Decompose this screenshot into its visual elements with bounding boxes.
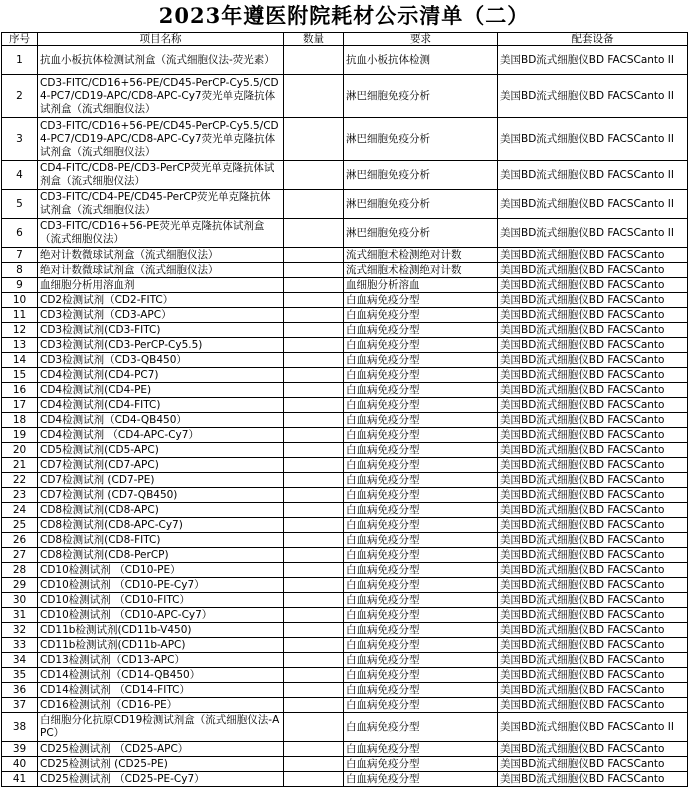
cell-quantity bbox=[284, 161, 344, 190]
cell-quantity bbox=[284, 623, 344, 638]
cell-equipment: 美国BD流式细胞仪BD FACSCanto bbox=[498, 533, 688, 548]
table-row bbox=[2, 293, 688, 308]
cell-quantity bbox=[284, 353, 344, 368]
cell-quantity bbox=[284, 46, 344, 75]
cell-equipment: 美国BD流式细胞仪BD FACSCanto bbox=[498, 248, 688, 263]
cell-equipment: 美国BD流式细胞仪BD FACSCanto bbox=[498, 623, 688, 638]
table-row bbox=[2, 190, 688, 219]
cell-requirement: 血细胞分析溶血 bbox=[344, 278, 498, 293]
cell-index: 35 bbox=[2, 668, 38, 683]
cell-quantity bbox=[284, 413, 344, 428]
cell-quantity bbox=[284, 473, 344, 488]
cell-equipment: 美国BD流式细胞仪BD FACSCanto bbox=[498, 698, 688, 713]
table-row bbox=[2, 503, 688, 518]
cell-quantity bbox=[284, 278, 344, 293]
cell-requirement: 白血病免疫分型 bbox=[344, 518, 498, 533]
cell-item-name: CD4检测试剂（CD4-QB450） bbox=[38, 413, 284, 428]
cell-index: 5 bbox=[2, 190, 38, 219]
cell-index: 16 bbox=[2, 383, 38, 398]
cell-index: 41 bbox=[2, 772, 38, 787]
cell-item-name: CD7检测试剂 (CD7-PE) bbox=[38, 473, 284, 488]
cell-requirement: 白血病免疫分型 bbox=[344, 772, 498, 787]
table-body bbox=[2, 46, 688, 787]
cell-index: 18 bbox=[2, 413, 38, 428]
cell-requirement: 白血病免疫分型 bbox=[344, 698, 498, 713]
cell-requirement: 淋巴细胞免疫分析 bbox=[344, 118, 498, 161]
table-row bbox=[2, 263, 688, 278]
cell-requirement: 白血病免疫分型 bbox=[344, 443, 498, 458]
cell-quantity bbox=[284, 533, 344, 548]
cell-index: 12 bbox=[2, 323, 38, 338]
cell-equipment: 美国BD流式细胞仪BD FACSCanto II bbox=[498, 46, 688, 75]
table-row bbox=[2, 593, 688, 608]
cell-item-name: CD10检测试剂 （CD10-APC-Cy7） bbox=[38, 608, 284, 623]
cell-equipment: 美国BD流式细胞仪BD FACSCanto II bbox=[498, 118, 688, 161]
table-row bbox=[2, 713, 688, 742]
cell-equipment: 美国BD流式细胞仪BD FACSCanto II bbox=[498, 713, 688, 742]
table-row bbox=[2, 308, 688, 323]
cell-index: 26 bbox=[2, 533, 38, 548]
cell-index: 24 bbox=[2, 503, 38, 518]
table-row bbox=[2, 338, 688, 353]
cell-index: 7 bbox=[2, 248, 38, 263]
table-row bbox=[2, 219, 688, 248]
cell-requirement: 白血病免疫分型 bbox=[344, 293, 498, 308]
cell-item-name: CD4检测试剂(CD4-FITC) bbox=[38, 398, 284, 413]
cell-equipment: 美国BD流式细胞仪BD FACSCanto II bbox=[498, 161, 688, 190]
cell-requirement: 白血病免疫分型 bbox=[344, 398, 498, 413]
cell-equipment: 美国BD流式细胞仪BD FACSCanto bbox=[498, 428, 688, 443]
cell-index: 20 bbox=[2, 443, 38, 458]
cell-requirement: 白血病免疫分型 bbox=[344, 308, 498, 323]
cell-equipment: 美国BD流式细胞仪BD FACSCanto bbox=[498, 757, 688, 772]
cell-item-name: CD8检测试剂(CD8-APC) bbox=[38, 503, 284, 518]
cell-equipment: 美国BD流式细胞仪BD FACSCanto bbox=[498, 398, 688, 413]
cell-index: 8 bbox=[2, 263, 38, 278]
cell-index: 9 bbox=[2, 278, 38, 293]
cell-index: 4 bbox=[2, 161, 38, 190]
table-row bbox=[2, 563, 688, 578]
cell-quantity bbox=[284, 503, 344, 518]
cell-quantity bbox=[284, 219, 344, 248]
table-row bbox=[2, 608, 688, 623]
cell-equipment: 美国BD流式细胞仪BD FACSCanto bbox=[498, 683, 688, 698]
cell-item-name: CD10检测试剂 （CD10-PE-Cy7） bbox=[38, 578, 284, 593]
table-row bbox=[2, 668, 688, 683]
cell-quantity bbox=[284, 443, 344, 458]
cell-item-name: CD10检测试剂 （CD10-PE） bbox=[38, 563, 284, 578]
table-row bbox=[2, 398, 688, 413]
cell-quantity bbox=[284, 563, 344, 578]
page-title: 2023年遵医附院耗材公示清单（二） bbox=[158, 3, 530, 28]
cell-quantity bbox=[284, 368, 344, 383]
cell-requirement: 白血病免疫分型 bbox=[344, 653, 498, 668]
cell-requirement: 流式细胞术检测绝对计数 bbox=[344, 248, 498, 263]
cell-requirement: 白血病免疫分型 bbox=[344, 638, 498, 653]
cell-item-name: CD3检测试剂(CD3-FITC) bbox=[38, 323, 284, 338]
cell-item-name: 白细胞分化抗原CD19检测试剂盒（流式细胞仪法-APC） bbox=[38, 713, 284, 742]
cell-item-name: CD4-FITC/CD8-PE/CD3-PerCP荧光单克隆抗体试剂盒（流式细胞仪法） bbox=[38, 161, 284, 190]
cell-requirement: 白血病免疫分型 bbox=[344, 668, 498, 683]
cell-item-name: CD5检测试剂(CD5-APC) bbox=[38, 443, 284, 458]
cell-quantity bbox=[284, 638, 344, 653]
cell-requirement: 白血病免疫分型 bbox=[344, 458, 498, 473]
table-row bbox=[2, 46, 688, 75]
cell-requirement: 白血病免疫分型 bbox=[344, 488, 498, 503]
cell-equipment: 美国BD流式细胞仪BD FACSCanto bbox=[498, 518, 688, 533]
document-sheet bbox=[1, 0, 687, 787]
cell-index: 31 bbox=[2, 608, 38, 623]
cell-item-name: 血细胞分析用溶血剂 bbox=[38, 278, 284, 293]
cell-item-name: CD4检测试剂(CD4-PC7) bbox=[38, 368, 284, 383]
cell-requirement: 白血病免疫分型 bbox=[344, 593, 498, 608]
cell-requirement: 流式细胞术检测绝对计数 bbox=[344, 263, 498, 278]
cell-requirement: 白血病免疫分型 bbox=[344, 563, 498, 578]
cell-item-name: CD11b检测试剂(CD11b-V450) bbox=[38, 623, 284, 638]
cell-item-name: CD14检测试剂（CD14-QB450） bbox=[38, 668, 284, 683]
cell-item-name: 绝对计数微球试剂盒（流式细胞仪法） bbox=[38, 263, 284, 278]
cell-index: 13 bbox=[2, 338, 38, 353]
cell-equipment: 美国BD流式细胞仪BD FACSCanto bbox=[498, 443, 688, 458]
cell-index: 1 bbox=[2, 46, 38, 75]
table-row bbox=[2, 248, 688, 263]
cell-equipment: 美国BD流式细胞仪BD FACSCanto II bbox=[498, 75, 688, 118]
table-row bbox=[2, 578, 688, 593]
cell-item-name: CD10检测试剂 （CD10-FITC） bbox=[38, 593, 284, 608]
cell-index: 15 bbox=[2, 368, 38, 383]
cell-index: 38 bbox=[2, 713, 38, 742]
table-row bbox=[2, 161, 688, 190]
cell-index: 32 bbox=[2, 623, 38, 638]
table-row bbox=[2, 458, 688, 473]
cell-index: 29 bbox=[2, 578, 38, 593]
cell-item-name: CD16检测试剂（CD16-PE） bbox=[38, 698, 284, 713]
table-row bbox=[2, 548, 688, 563]
table-row bbox=[2, 757, 688, 772]
table-row bbox=[2, 653, 688, 668]
table-row bbox=[2, 75, 688, 118]
cell-index: 21 bbox=[2, 458, 38, 473]
cell-requirement: 抗血小板抗体检测 bbox=[344, 46, 498, 75]
table-row bbox=[2, 683, 688, 698]
cell-index: 30 bbox=[2, 593, 38, 608]
cell-item-name: 抗血小板抗体检测试剂盒（流式细胞仪法-荧光素） bbox=[38, 46, 284, 75]
cell-item-name: 绝对计数微球试剂盒（流式细胞仪法） bbox=[38, 248, 284, 263]
cell-requirement: 淋巴细胞免疫分析 bbox=[344, 219, 498, 248]
column-header-requirement: 要求 bbox=[344, 33, 498, 46]
cell-requirement: 白血病免疫分型 bbox=[344, 383, 498, 398]
table-row bbox=[2, 473, 688, 488]
table-row bbox=[2, 428, 688, 443]
cell-quantity bbox=[284, 293, 344, 308]
cell-requirement: 白血病免疫分型 bbox=[344, 757, 498, 772]
table-header-row bbox=[2, 33, 688, 46]
cell-item-name: CD13检测试剂（CD13-APC） bbox=[38, 653, 284, 668]
cell-requirement: 白血病免疫分型 bbox=[344, 578, 498, 593]
cell-quantity bbox=[284, 518, 344, 533]
cell-requirement: 白血病免疫分型 bbox=[344, 742, 498, 757]
cell-quantity bbox=[284, 683, 344, 698]
cell-item-name: CD14检测试剂 （CD14-FITC） bbox=[38, 683, 284, 698]
cell-equipment: 美国BD流式细胞仪BD FACSCanto bbox=[498, 668, 688, 683]
cell-quantity bbox=[284, 698, 344, 713]
cell-item-name: CD3检测试剂（CD3-QB450） bbox=[38, 353, 284, 368]
cell-requirement: 白血病免疫分型 bbox=[344, 323, 498, 338]
cell-equipment: 美国BD流式细胞仪BD FACSCanto bbox=[498, 308, 688, 323]
cell-quantity bbox=[284, 428, 344, 443]
cell-requirement: 淋巴细胞免疫分析 bbox=[344, 161, 498, 190]
cell-quantity bbox=[284, 118, 344, 161]
cell-quantity bbox=[284, 578, 344, 593]
table-row bbox=[2, 278, 688, 293]
cell-quantity bbox=[284, 190, 344, 219]
cell-equipment: 美国BD流式细胞仪BD FACSCanto II bbox=[498, 219, 688, 248]
cell-index: 19 bbox=[2, 428, 38, 443]
cell-equipment: 美国BD流式细胞仪BD FACSCanto bbox=[498, 383, 688, 398]
cell-quantity bbox=[284, 757, 344, 772]
table-row bbox=[2, 488, 688, 503]
cell-quantity bbox=[284, 398, 344, 413]
cell-quantity bbox=[284, 75, 344, 118]
column-header-quantity: 数量 bbox=[284, 33, 344, 46]
table-row bbox=[2, 638, 688, 653]
cell-equipment: 美国BD流式细胞仪BD FACSCanto bbox=[498, 263, 688, 278]
cell-equipment: 美国BD流式细胞仪BD FACSCanto bbox=[498, 413, 688, 428]
table-row bbox=[2, 118, 688, 161]
cell-item-name: CD3-FITC/CD16+56-PE/CD45-PerCP-Cy5.5/CD4-PC7/CD19-APC/CD8-APC-Cy7荧光单克隆抗体试剂盒（流式细胞仪法） bbox=[38, 118, 284, 161]
cell-requirement: 白血病免疫分型 bbox=[344, 353, 498, 368]
cell-quantity bbox=[284, 593, 344, 608]
cell-requirement: 白血病免疫分型 bbox=[344, 338, 498, 353]
cell-index: 10 bbox=[2, 293, 38, 308]
cell-requirement: 白血病免疫分型 bbox=[344, 503, 498, 518]
cell-quantity bbox=[284, 548, 344, 563]
cell-item-name: CD3检测试剂(CD3-PerCP-Cy5.5) bbox=[38, 338, 284, 353]
cell-quantity bbox=[284, 308, 344, 323]
cell-requirement: 白血病免疫分型 bbox=[344, 473, 498, 488]
table-row bbox=[2, 368, 688, 383]
cell-equipment: 美国BD流式细胞仪BD FACSCanto bbox=[498, 593, 688, 608]
cell-quantity bbox=[284, 248, 344, 263]
cell-quantity bbox=[284, 713, 344, 742]
table-row bbox=[2, 443, 688, 458]
table-row bbox=[2, 698, 688, 713]
cell-item-name: CD8检测试剂(CD8-APC-Cy7) bbox=[38, 518, 284, 533]
cell-index: 36 bbox=[2, 683, 38, 698]
cell-quantity bbox=[284, 383, 344, 398]
cell-index: 39 bbox=[2, 742, 38, 757]
cell-equipment: 美国BD流式细胞仪BD FACSCanto bbox=[498, 578, 688, 593]
cell-item-name: CD4检测试剂(CD4-PE) bbox=[38, 383, 284, 398]
cell-item-name: CD8检测试剂(CD8-PerCP) bbox=[38, 548, 284, 563]
cell-item-name: CD8检测试剂(CD8-FITC) bbox=[38, 533, 284, 548]
cell-index: 2 bbox=[2, 75, 38, 118]
cell-item-name: CD4检测试剂 （CD4-APC-Cy7） bbox=[38, 428, 284, 443]
table-row bbox=[2, 623, 688, 638]
cell-item-name: CD25检测试剂 （CD25-APC） bbox=[38, 742, 284, 757]
cell-quantity bbox=[284, 263, 344, 278]
cell-item-name: CD2检测试剂（CD2-FITC） bbox=[38, 293, 284, 308]
cell-item-name: CD3-FITC/CD4-PE/CD45-PerCP荧光单克隆抗体试剂盒（流式细胞仪法） bbox=[38, 190, 284, 219]
table-row bbox=[2, 742, 688, 757]
cell-equipment: 美国BD流式细胞仪BD FACSCanto bbox=[498, 353, 688, 368]
cell-index: 14 bbox=[2, 353, 38, 368]
cell-quantity bbox=[284, 488, 344, 503]
cell-item-name: CD7检测试剂(CD7-APC) bbox=[38, 458, 284, 473]
column-header-name: 项目名称 bbox=[38, 33, 284, 46]
consumables-table bbox=[1, 32, 688, 787]
cell-requirement: 白血病免疫分型 bbox=[344, 683, 498, 698]
cell-equipment: 美国BD流式细胞仪BD FACSCanto bbox=[498, 458, 688, 473]
table-row bbox=[2, 533, 688, 548]
cell-quantity bbox=[284, 772, 344, 787]
cell-requirement: 白血病免疫分型 bbox=[344, 713, 498, 742]
cell-equipment: 美国BD流式细胞仪BD FACSCanto bbox=[498, 653, 688, 668]
table-row bbox=[2, 353, 688, 368]
cell-item-name: CD25检测试剂 （CD25-PE-Cy7） bbox=[38, 772, 284, 787]
cell-index: 17 bbox=[2, 398, 38, 413]
cell-quantity bbox=[284, 323, 344, 338]
cell-quantity bbox=[284, 608, 344, 623]
cell-requirement: 淋巴细胞免疫分析 bbox=[344, 75, 498, 118]
cell-equipment: 美国BD流式细胞仪BD FACSCanto bbox=[498, 608, 688, 623]
cell-item-name: CD3-FITC/CD16+56-PE荧光单克隆抗体试剂盒（流式细胞仪法） bbox=[38, 219, 284, 248]
cell-requirement: 白血病免疫分型 bbox=[344, 428, 498, 443]
cell-requirement: 白血病免疫分型 bbox=[344, 623, 498, 638]
cell-equipment: 美国BD流式细胞仪BD FACSCanto bbox=[498, 772, 688, 787]
cell-index: 22 bbox=[2, 473, 38, 488]
cell-quantity bbox=[284, 458, 344, 473]
cell-index: 37 bbox=[2, 698, 38, 713]
cell-equipment: 美国BD流式细胞仪BD FACSCanto bbox=[498, 338, 688, 353]
table-row bbox=[2, 772, 688, 787]
cell-quantity bbox=[284, 338, 344, 353]
cell-item-name: CD7检测试剂 (CD7-QB450) bbox=[38, 488, 284, 503]
table-row bbox=[2, 383, 688, 398]
cell-index: 27 bbox=[2, 548, 38, 563]
cell-item-name: CD11b检测试剂(CD11b-APC) bbox=[38, 638, 284, 653]
cell-quantity bbox=[284, 653, 344, 668]
cell-index: 3 bbox=[2, 118, 38, 161]
column-header-index: 序号 bbox=[2, 33, 38, 46]
cell-equipment: 美国BD流式细胞仪BD FACSCanto bbox=[498, 742, 688, 757]
cell-index: 6 bbox=[2, 219, 38, 248]
cell-index: 34 bbox=[2, 653, 38, 668]
column-header-equipment: 配套设备 bbox=[498, 33, 688, 46]
table-row bbox=[2, 413, 688, 428]
cell-index: 40 bbox=[2, 757, 38, 772]
cell-index: 25 bbox=[2, 518, 38, 533]
cell-requirement: 白血病免疫分型 bbox=[344, 368, 498, 383]
cell-equipment: 美国BD流式细胞仪BD FACSCanto bbox=[498, 368, 688, 383]
cell-equipment: 美国BD流式细胞仪BD FACSCanto bbox=[498, 488, 688, 503]
cell-equipment: 美国BD流式细胞仪BD FACSCanto bbox=[498, 278, 688, 293]
cell-requirement: 白血病免疫分型 bbox=[344, 608, 498, 623]
cell-requirement: 白血病免疫分型 bbox=[344, 548, 498, 563]
cell-index: 33 bbox=[2, 638, 38, 653]
cell-quantity bbox=[284, 668, 344, 683]
table-row bbox=[2, 323, 688, 338]
cell-equipment: 美国BD流式细胞仪BD FACSCanto bbox=[498, 638, 688, 653]
cell-index: 23 bbox=[2, 488, 38, 503]
cell-equipment: 美国BD流式细胞仪BD FACSCanto bbox=[498, 563, 688, 578]
table-row bbox=[2, 518, 688, 533]
cell-quantity bbox=[284, 742, 344, 757]
cell-equipment: 美国BD流式细胞仪BD FACSCanto II bbox=[498, 190, 688, 219]
cell-requirement: 淋巴细胞免疫分析 bbox=[344, 190, 498, 219]
cell-equipment: 美国BD流式细胞仪BD FACSCanto bbox=[498, 548, 688, 563]
cell-item-name: CD3检测试剂（CD3-APC） bbox=[38, 308, 284, 323]
cell-equipment: 美国BD流式细胞仪BD FACSCanto bbox=[498, 473, 688, 488]
cell-equipment: 美国BD流式细胞仪BD FACSCanto bbox=[498, 503, 688, 518]
cell-requirement: 白血病免疫分型 bbox=[344, 533, 498, 548]
cell-equipment: 美国BD流式细胞仪BD FACSCanto bbox=[498, 323, 688, 338]
cell-item-name: CD25检测试剂 (CD25-PE) bbox=[38, 757, 284, 772]
cell-item-name: CD3-FITC/CD16+56-PE/CD45-PerCP-Cy5.5/CD4-PC7/CD19-APC/CD8-APC-Cy7荧光单克隆抗体试剂盒（流式细胞仪法） bbox=[38, 75, 284, 118]
cell-requirement: 白血病免疫分型 bbox=[344, 413, 498, 428]
cell-equipment: 美国BD流式细胞仪BD FACSCanto bbox=[498, 293, 688, 308]
cell-index: 11 bbox=[2, 308, 38, 323]
cell-index: 28 bbox=[2, 563, 38, 578]
